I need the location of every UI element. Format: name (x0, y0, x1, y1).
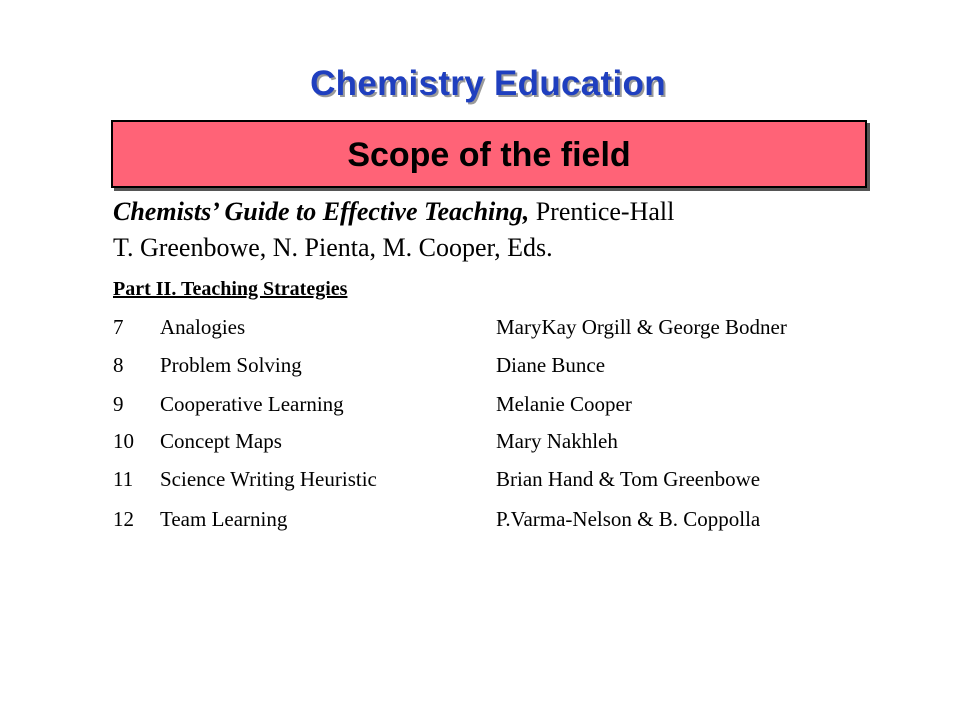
chapter-row (113, 467, 893, 497)
chapter-row (113, 353, 893, 383)
chapter-author: MaryKay Orgill & George Bodner (496, 315, 787, 339)
chapter-number: 11 (113, 467, 134, 491)
chapter-number: 9 (113, 392, 124, 416)
chapter-author: Melanie Cooper (496, 392, 632, 416)
chapter-author: Diane Bunce (496, 353, 606, 377)
chapter-author: P.Varma-Nelson & B. Coppolla (496, 507, 761, 531)
book-title: Chemists’ Guide to Effective Teaching, (113, 197, 530, 226)
book-editors: T. Greenbowe, N. Pienta, M. Cooper, Eds. (113, 233, 553, 262)
chapter-number: 10 (113, 429, 134, 453)
chapter-title: Concept Maps (160, 429, 282, 453)
chapter-row (113, 507, 893, 537)
part-heading: Part II. Teaching Strategies (113, 278, 348, 300)
chapter-title: Cooperative Learning (160, 392, 344, 416)
chapter-title: Science Writing Heuristic (160, 467, 377, 491)
chapter-number: 8 (113, 353, 124, 377)
banner-text: Scope of the field (347, 135, 631, 174)
chapter-number: 12 (113, 507, 134, 531)
chapter-row (113, 429, 893, 459)
chapter-number: 7 (113, 315, 124, 339)
slide-title: Chemistry Education (310, 64, 666, 103)
chapter-title: Analogies (160, 315, 246, 339)
chapter-row (113, 392, 893, 422)
book-publisher: Prentice-Hall (529, 197, 675, 226)
section-banner (111, 120, 867, 188)
chapter-author: Mary Nakhleh (496, 429, 618, 453)
book-citation (113, 197, 674, 227)
chapter-row (113, 315, 893, 345)
chapter-title: Team Learning (160, 507, 288, 531)
chapter-title: Problem Solving (160, 353, 302, 377)
chapter-author: Brian Hand & Tom Greenbowe (496, 467, 761, 491)
